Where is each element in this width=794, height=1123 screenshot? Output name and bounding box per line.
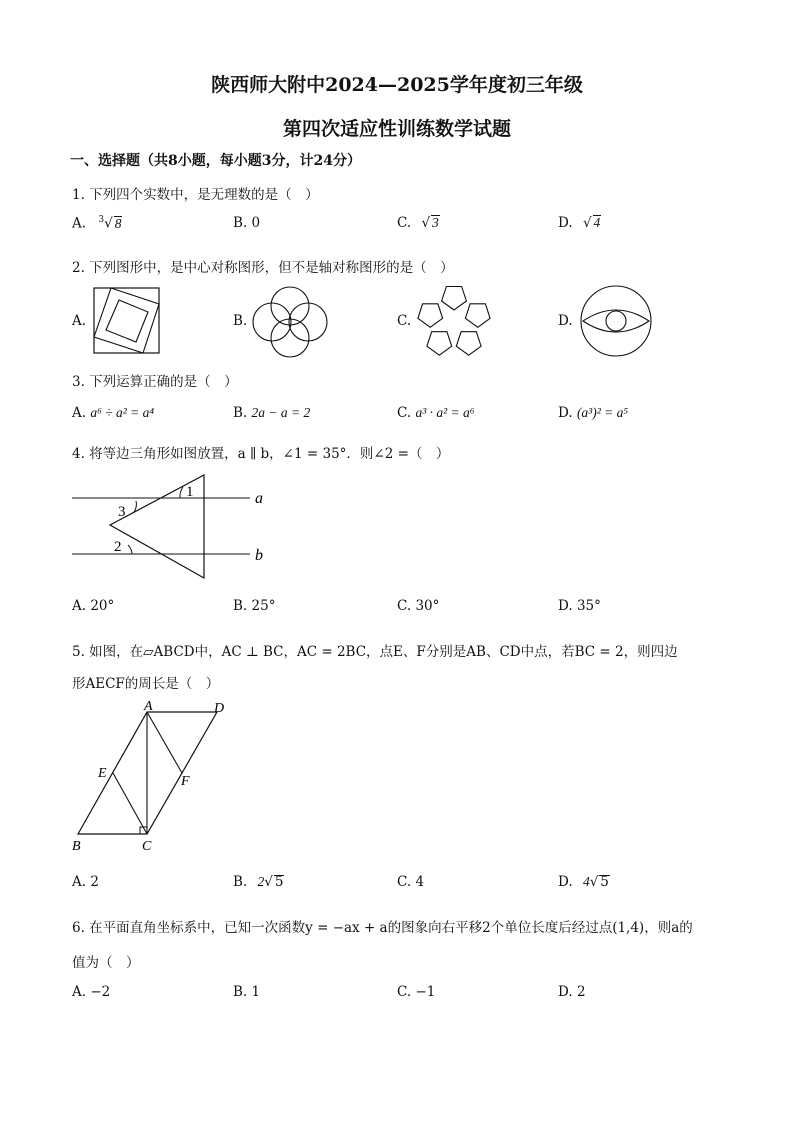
q4-option-c[interactable] (397, 598, 439, 614)
q6-option-a[interactable] (72, 984, 110, 1000)
q2-option-a-label[interactable]: A. (72, 313, 87, 329)
pentagon-shape (442, 287, 467, 311)
option-value: 30° (415, 598, 440, 614)
option-expression: a⁶ ÷ a² = a⁴ (90, 405, 155, 420)
pentagon-shape (427, 332, 452, 356)
option-label: A. (72, 984, 87, 1000)
radicand: 3 (432, 215, 439, 230)
question-5-stem-line1: 5. 如图，在▱ABCD中，AC ⊥ BC，AC = 2BC，点E、F分别是AB、CD中点，若BC = 2，则四边 (72, 644, 678, 660)
sqrt-sign: √ (421, 215, 431, 231)
label-a: a (255, 490, 263, 507)
angle-3-arc (134, 501, 136, 512)
q6-option-c[interactable] (397, 984, 435, 1000)
exam-title-line2: 第四次适应性训练数学试题 (282, 118, 511, 140)
q3-option-d[interactable] (558, 405, 628, 421)
q2-option-d-label[interactable]: D. (558, 313, 573, 329)
label-angle-3: 3 (118, 504, 126, 520)
question-3-stem: 3. 下列运算正确的是（ ） (72, 374, 238, 390)
coefficient: 2 (257, 874, 265, 889)
label-B: B (72, 839, 81, 854)
option-label: A. (72, 215, 87, 232)
option-expression: (a³)² = a⁵ (576, 405, 629, 420)
option-label: D. (558, 215, 573, 231)
label-angle-2: 2 (114, 539, 122, 555)
option-label: B. (233, 598, 248, 614)
option-value: 1 (251, 984, 261, 1000)
q2-figure-d-eye (578, 284, 656, 360)
option-expression: a³ · a² = a⁶ (415, 405, 475, 420)
q5-figure-parallelogram (68, 698, 238, 858)
q3-option-a[interactable] (72, 405, 154, 421)
question-5-stem-line2: 形AECF的周长是（ ） (72, 676, 220, 692)
q6-option-b[interactable] (233, 984, 260, 1000)
radicand: 5 (600, 874, 609, 890)
option-label: D. (558, 984, 573, 1000)
option-label: C. (397, 215, 412, 231)
option-label: A. (72, 598, 87, 614)
q6-option-d[interactable] (558, 984, 586, 1000)
segment-ec (113, 773, 147, 834)
q3-option-c[interactable] (397, 405, 474, 421)
coefficient: 4 (582, 874, 590, 889)
option-text: 0 (251, 215, 261, 231)
label-D: D (214, 701, 225, 716)
q5-option-a[interactable] (72, 874, 99, 890)
option-label: C. (397, 984, 412, 1000)
question-2-stem: 2. 下列图形中，是中心对称图形，但不是轴对称图形的是（ ） (72, 260, 454, 276)
radicand: 4 (593, 215, 601, 230)
option-label: D. (558, 598, 573, 614)
label-F: F (181, 774, 190, 789)
option-value: 35° (576, 598, 601, 614)
option-value: 20° (90, 598, 115, 614)
option-expression: 2a − a = 2 (251, 405, 311, 420)
question-1-stem: 1. 下列四个实数中，是无理数的是（ ） (72, 187, 319, 203)
option-label: B. (233, 215, 248, 231)
q2-figure-a-rotated-squares (92, 286, 162, 356)
label-E: E (98, 766, 107, 781)
pentagon-shape (456, 332, 481, 356)
radicand: 5 (274, 874, 284, 890)
option-value: −2 (90, 984, 111, 1000)
option-value: 25° (251, 598, 276, 614)
option-label: B. (233, 984, 248, 1000)
sqrt-sign: √ (589, 874, 599, 890)
q4-figure-triangle-parallel-lines (70, 470, 280, 585)
q2-option-c-label[interactable]: C. (397, 313, 412, 329)
radical-index: 3 (98, 215, 105, 225)
option-value: −1 (415, 984, 436, 1000)
label-angle-1: 1 (186, 484, 194, 500)
label-C: C (142, 839, 152, 854)
q1-option-a[interactable] (72, 215, 122, 232)
label-A: A (144, 699, 153, 714)
angle-1-arc (180, 487, 183, 498)
sqrt-sign: √ (264, 874, 273, 890)
option-label: B. (233, 874, 248, 890)
option-value: 4 (415, 874, 425, 890)
q5-option-b[interactable] (233, 874, 284, 890)
q5-option-c[interactable] (397, 874, 424, 890)
q1-option-d[interactable] (558, 215, 601, 231)
question-4-stem: 4. 将等边三角形如图放置，a ∥ b，∠1 = 35°．则∠2 =（ ） (72, 446, 450, 462)
q4-option-b[interactable] (233, 598, 275, 614)
label-b: b (255, 547, 263, 564)
q2-figure-b-four-circles (250, 284, 330, 360)
option-label: A. (72, 874, 87, 890)
option-label: C. (397, 598, 412, 614)
q2-option-b-label[interactable]: B. (233, 313, 248, 329)
angle-2-arc (128, 545, 132, 554)
q4-option-d[interactable] (558, 598, 601, 614)
pentagon-shape (418, 304, 443, 328)
option-value: 2 (576, 984, 586, 1000)
option-label: C. (397, 874, 412, 890)
radicand: 8 (114, 215, 122, 231)
pentagon-shape (465, 304, 490, 328)
exam-title-line1: 陕西师大附中2024—2025学年度初三年级 (211, 74, 583, 96)
section-heading: 一、选择题（共8小题，每小题3分，计24分） (70, 153, 361, 169)
sqrt-sign: √ (582, 215, 592, 231)
q1-option-c[interactable] (397, 215, 440, 231)
option-label: B. (233, 405, 248, 421)
option-label: C. (397, 405, 412, 421)
option-label: D. (558, 405, 573, 421)
q3-option-b[interactable] (233, 405, 310, 421)
option-label: D. (558, 874, 573, 890)
q2-figure-c-pentagons (412, 280, 496, 360)
q1-option-b[interactable] (233, 215, 260, 231)
question-6-stem-line2: 值为（ ） (72, 955, 140, 971)
question-6-stem-line1: 6. 在平面直角坐标系中，已知一次函数y = −ax + a的图象向右平移2个单位长度后经过点(1,4)，则a的 (72, 920, 693, 936)
option-value: 2 (90, 874, 99, 890)
q4-option-a[interactable] (72, 598, 114, 614)
option-label: A. (72, 405, 87, 421)
sqrt-sign: √ (104, 215, 113, 232)
segment-af (147, 712, 182, 773)
q5-option-d[interactable] (558, 874, 610, 890)
